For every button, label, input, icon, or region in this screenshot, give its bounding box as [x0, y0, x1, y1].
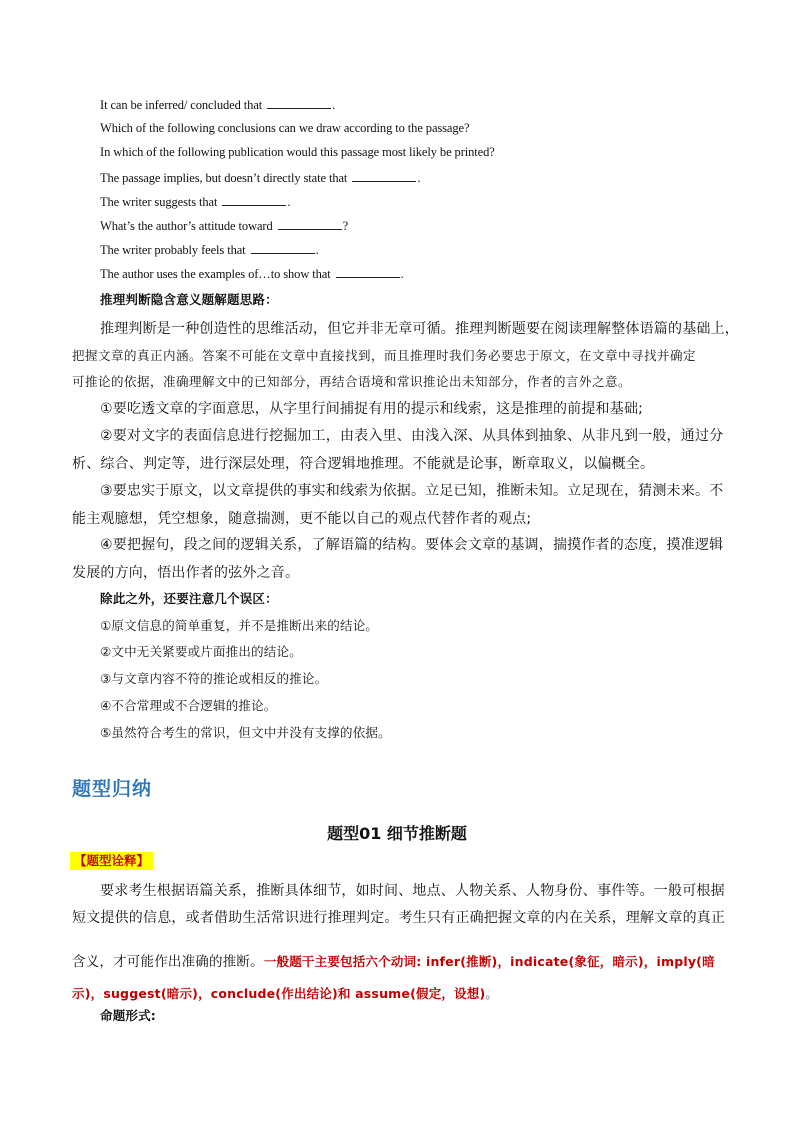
prompt-punct: .	[417, 171, 421, 185]
prompt-punct: .	[287, 195, 291, 209]
point-line: 析、综合、判定等，进行深层处理，符合逻辑地推理。不能就是论事，断章取义，以偏概全。	[72, 456, 655, 472]
prompt-text: It can be inferred/ concluded that	[100, 98, 266, 112]
answer-blank	[278, 218, 342, 230]
point-line: 发展的方向，悟出作者的弦外之音。	[72, 565, 300, 581]
section-subtitle: 题型01 细节推断题	[327, 824, 467, 843]
desc-line: 短文提供的信息，或者借助生活常识进行推理判定。考生只有正确把握文章的内在关系，理解文章的真正	[72, 910, 726, 926]
prompt-text: The author uses the examples of…to show that	[100, 267, 334, 281]
prompt-punct: .	[332, 98, 336, 112]
answer-blank	[251, 242, 315, 254]
prompt-line	[100, 266, 404, 282]
point-line: ④要把握句，段之间的逻辑关系，了解语篇的结构。要体会文章的基调，揣摸作者的态度，摸准逻辑	[100, 537, 724, 553]
prompt-text: The writer probably feels that	[100, 243, 249, 257]
prompt-text: What’s the author’s attitude toward	[100, 219, 276, 233]
intro-line: 推理判断是一种创造性的思维活动，但它并非无章可循。推理判断题要在阅读理解整体语篇的基础上，	[100, 321, 739, 337]
prompt-punct: ?	[342, 219, 349, 233]
prompt-punct: .	[315, 243, 319, 257]
intro-line: 可推论的依据，准确理解文中的已知部分，再结合语境和常识推论出未知部分，作者的言外之意。	[72, 374, 632, 389]
answer-blank	[352, 170, 416, 182]
prompt-text: In which of the following publication would this passage most likely be printed?	[100, 145, 495, 159]
approach-heading: 推理判断隐含意义题解题思路：	[100, 292, 278, 307]
prompt-text: The passage implies, but doesn’t directly state that	[100, 171, 351, 185]
prompt-text: The writer suggests that	[100, 195, 221, 209]
prompt-line	[100, 170, 420, 186]
prompt-line	[100, 121, 469, 136]
prompt-line	[100, 97, 335, 113]
section-heading: 题型归纳	[72, 778, 153, 800]
pitfall-item: ④不合常理或不合逻辑的推论。	[100, 698, 277, 713]
desc-line: 要求考生根据语篇关系，推断具体细节，如时间、地点、人物关系、人物身份、事件等。一般可根据	[100, 883, 725, 899]
point-line: 能主观臆想，凭空想象，随意揣测，更不能以自己的观点代替作者的观点;	[72, 511, 532, 527]
prompt-line	[100, 218, 348, 234]
point-line: ③要忠实于原文，以文章提供的事实和线索为依据。立足已知，推断未知。立足现在，猜测未来。不	[100, 483, 724, 499]
desc-line	[72, 984, 498, 1002]
pitfall-item: ①原文信息的简单重复，并不是推断出来的结论。	[100, 618, 379, 633]
intro-line: 把握文章的真正内涵。答案不可能在文章中直接找到，而且推理时我们务必要忠于原文，在文章中寻找并确定	[72, 348, 697, 363]
desc-text: 含义，才可能作出准确的推断。	[72, 954, 264, 970]
answer-blank	[267, 97, 331, 109]
pitfall-item: ③与文章内容不符的推论或相反的推论。	[100, 671, 328, 686]
pitfalls-heading: 除此之外，还要注意几个误区：	[100, 591, 278, 606]
type-explanation-tag: 【题型诠释】	[70, 852, 153, 870]
pitfall-item: ⑤虽然符合考生的常识，但文中并没有支撑的依据。	[100, 725, 391, 740]
desc-line	[72, 950, 715, 970]
prompt-line	[100, 242, 319, 258]
prompt-line	[100, 194, 290, 210]
point-line: ②要对文字的表面信息进行挖掘加工，由表入里、由浅入深、从具体到抽象、从非凡到一般，通过分	[100, 428, 724, 444]
prompt-line	[100, 145, 495, 160]
prompt-text: Which of the following conclusions can we draw according to the passage?	[100, 121, 470, 135]
verb-list-highlight: 一般题干主要包括六个动词: infer(推断)，indicate(象征，暗示)，imply(暗	[263, 954, 715, 969]
verb-list-highlight: 示)，suggest(暗示)，conclude(作出结论)和 assume(假定，设想)	[72, 986, 486, 1001]
point-line: ①要吃透文章的字面意思，从字里行间捕捉有用的提示和线索，这是推理的前提和基础;	[100, 401, 644, 417]
question-form-label: 命题形式:	[100, 1008, 156, 1023]
prompt-punct: .	[400, 267, 404, 281]
answer-blank	[336, 266, 400, 278]
pitfall-item: ②文中无关紧要或片面推出的结论。	[100, 644, 302, 659]
answer-blank	[222, 194, 286, 206]
desc-text: 。	[485, 986, 499, 1001]
